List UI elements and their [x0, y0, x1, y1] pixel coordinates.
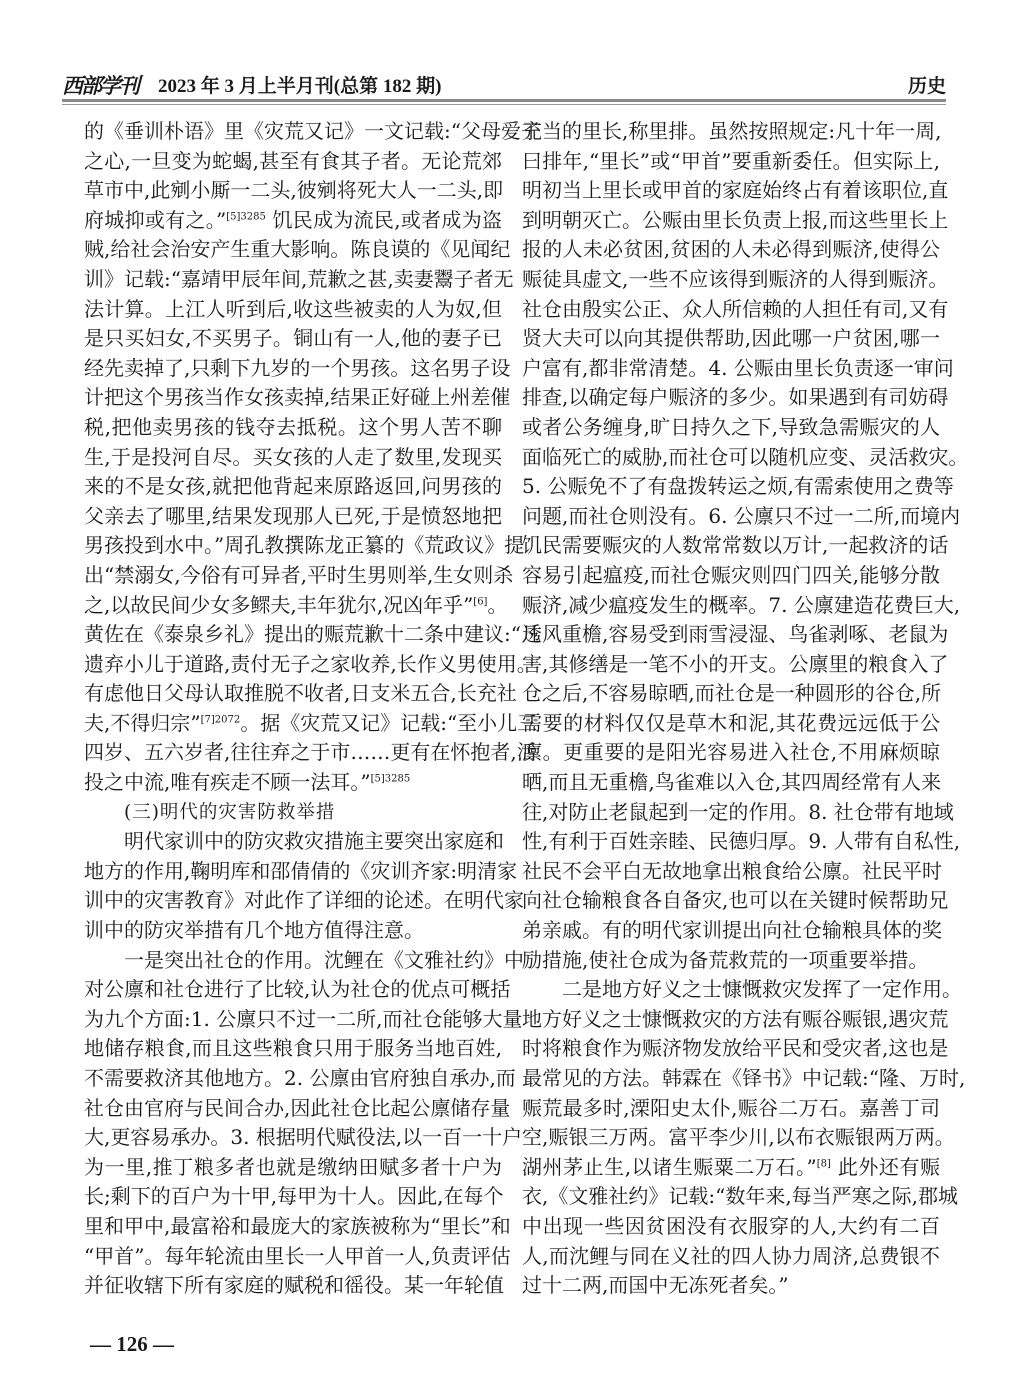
- text-segment: 父亲去了哪里,结果发现那人已死,于是愤怒地把: [84, 503, 502, 528]
- text-segment: 明代家训中的防灾救灾措施主要突出家庭和: [124, 829, 504, 854]
- text-segment: 人,而沈鲤与同在义社的四人协力周济,总费银不: [522, 1243, 940, 1268]
- text-segment: 最常见的方法。韩霖在《铎书》中记载:“隆、万时,: [522, 1066, 966, 1090]
- text-line: [84, 206, 502, 236]
- header-rule-thick: [62, 99, 946, 102]
- text-segment: 社仓由殷实公正、众人所信赖的人担任有司,又有: [522, 296, 949, 321]
- text-segment: 贼,给社会治安产生重大影响。陈良谟的《见闻纪: [84, 237, 511, 262]
- text-line: [522, 886, 949, 916]
- text-line: [522, 295, 949, 325]
- text-line: [84, 147, 502, 177]
- text-segment: 容易引起瘟疫,而社仓赈灾则四门四关,能够分散: [522, 562, 940, 587]
- text-segment: 一是突出社仓的作用。沈鲤在《文雅社约》中: [124, 947, 524, 972]
- text-segment: 此外还有赈: [830, 1154, 940, 1179]
- text-line: [522, 472, 954, 502]
- text-segment: 府城抑或有之。”: [84, 207, 227, 232]
- text-segment: 为一里,推丁粮多者也就是缴纳田赋多者十户为: [84, 1154, 502, 1179]
- text-segment: 排查,以确定每户赈济的多少。如果遇到有司妨碍: [522, 385, 949, 410]
- running-header: [62, 70, 946, 96]
- citation-reference: [6]: [473, 595, 488, 607]
- journal-logo: 西部学刊: [62, 73, 138, 98]
- text-line: [522, 1153, 940, 1183]
- text-line: [84, 413, 502, 443]
- text-segment: 黄佐在《泰泉乡礼》提出的赈荒歉十二条中建议:“凡: [84, 622, 541, 647]
- text-segment: 税,把他卖男孩的钱夺去抵税。这个男人苦不聊: [84, 414, 502, 439]
- text-line: [522, 798, 954, 828]
- text-line: [522, 1094, 940, 1124]
- text-segment: 经先卖掉了,只剩下九岁的一个男孩。这名男子设: [84, 355, 511, 380]
- text-segment: 赈荒最多时,溧阳史太仆,赈谷二万石。嘉善丁司: [522, 1095, 940, 1120]
- text-segment: 对公廪和社仓进行了比较,认为社仓的优点可概括: [84, 977, 511, 1002]
- text-segment: 之心,一旦变为蛇蝎,甚至有食其子者。无论荒郊: [84, 148, 502, 173]
- text-line: [84, 857, 518, 887]
- text-line: [84, 1094, 511, 1124]
- text-segment: 性,有利于百姓亲睦、民德归厚。9. 人带有自私性,: [522, 829, 961, 854]
- issue-info: 2023 年 3 月上半月刊(总第 182 期): [158, 76, 442, 97]
- page-number: — 126 —: [90, 1332, 174, 1356]
- text-segment: 廪。更重要的是阳光容易进入社仓,不用麻烦晾: [522, 740, 940, 765]
- text-line: [84, 295, 502, 325]
- text-line: [84, 620, 541, 650]
- text-line: [522, 738, 940, 768]
- text-line: [84, 709, 538, 739]
- citation-reference: [8]: [816, 1158, 831, 1170]
- text-line: [84, 324, 502, 354]
- text-segment: 有虑他日父母认取推脱不收者,日支米五合,长充社: [84, 681, 517, 706]
- text-segment: 出“禁溺女,今俗有可异者,平时生男则举,生女则杀: [84, 562, 514, 587]
- text-segment: (三)明代的灾害防救举措: [124, 801, 336, 823]
- text-segment: 训中的灾害教育》对此作了详细的论述。在明代家: [84, 888, 524, 913]
- text-segment: 中出现一些因贫困没有衣服穿的人,大约有二百: [522, 1213, 940, 1238]
- text-segment: 遗弃小儿于道路,责付无子之家收养,长作义男使用。: [84, 651, 537, 676]
- text-line: [522, 531, 949, 561]
- text-segment: 社仓由官府与民间合办,因此社仓比起公廪储存量: [84, 1095, 511, 1120]
- text-segment: 二是地方好义之士慷慨救灾发挥了一定作用。: [562, 977, 962, 1002]
- text-line: [522, 620, 949, 650]
- text-segment: 长;剩下的百户为十甲,每甲为十人。因此,在每个: [84, 1184, 504, 1209]
- text-segment: 之,以故民间少女多鳏夫,丰年犹尔,况凶年乎”: [84, 592, 474, 617]
- text-segment: 训中的防灾举措有几个地方值得注意。: [84, 918, 424, 943]
- text-segment: 草市中,此剜小厮一二头,彼剜将死大人一二头,即: [84, 178, 504, 203]
- text-segment: 大,更容易承办。3. 根据明代赋役法,以一百一十户: [84, 1125, 523, 1150]
- text-segment: 赈济,减少瘟疫发生的概率。7. 公廪建造花费巨大,: [522, 592, 961, 617]
- text-line: [522, 443, 969, 473]
- section-label: 历史: [907, 75, 946, 97]
- text-line: [84, 265, 514, 295]
- text-segment: 问题,而社仓则没有。6. 公廪只不过一二所,而境内: [522, 503, 961, 528]
- text-line: [522, 117, 940, 147]
- text-segment: 生,于是投河自尽。买女孩的人走了数里,发现买: [84, 444, 502, 469]
- citation-reference: [7]2072: [200, 714, 241, 726]
- text-line: [84, 1271, 502, 1301]
- text-line: [84, 117, 541, 147]
- text-line: [522, 502, 961, 532]
- text-segment: 湖州茅止生,以诸生赈粟二万石。”: [522, 1154, 817, 1179]
- text-line: [84, 1034, 502, 1064]
- header-rule-thin: [62, 104, 946, 105]
- text-segment: “甲首”。每年轮流由里长一人甲首一人,负责评估: [84, 1243, 511, 1268]
- right-text-column: [522, 117, 969, 1301]
- text-segment: 的《垂训朴语》里《灾荒又记》一文记载:“父母爱子: [84, 119, 541, 143]
- citation-reference: [5]3285: [226, 211, 266, 223]
- text-line: [522, 383, 949, 413]
- text-segment: 社民不会平白无故地拿出粮食给公廪。社民平时: [522, 858, 942, 883]
- text-line: [522, 265, 949, 295]
- text-segment: 报的人未必贫困,贫困的人未必得到赈济,使得公: [522, 237, 940, 262]
- text-line: [84, 472, 502, 502]
- text-line: [522, 206, 949, 236]
- text-segment: 时将粮食作为赈济物发放给平民和受灾者,这也是: [522, 1036, 949, 1061]
- text-line: [522, 916, 940, 946]
- text-segment: 地方的作用,鞠明库和邵倩倩的《灾训齐家:明清家: [84, 858, 518, 883]
- text-line: [84, 531, 525, 561]
- text-line: [522, 857, 940, 887]
- text-line: [84, 354, 511, 384]
- text-segment: 地方好义之士慷慨救灾的方法有赈谷赈银,遇灾荒: [522, 1006, 949, 1031]
- text-line: [522, 1005, 949, 1035]
- text-segment: 面临死亡的威胁,而社仓可以随机应变、灵活救灾。: [522, 444, 969, 469]
- text-line: [84, 561, 514, 591]
- text-segment: 往,对防止老鼠起到一定的作用。8. 社仓带有地域: [522, 799, 954, 824]
- text-line: [84, 502, 502, 532]
- text-segment: 向社仓输粮食各自备灾,也可以在关键时候帮助兄: [522, 888, 949, 913]
- text-segment: 晒,而且无重檐,鸟雀难以入仓,其四周经常有人来: [522, 770, 942, 795]
- text-segment: 为九个方面:1. 公廪只不过一二所,而社仓能够大量: [84, 1006, 523, 1031]
- text-segment: 训》记载:“嘉靖甲辰年间,荒歉之甚,卖妻鬻子者无: [84, 266, 514, 291]
- text-line: [84, 443, 502, 473]
- text-line: [84, 946, 524, 976]
- text-line: [522, 709, 940, 739]
- text-line: [522, 176, 949, 206]
- text-line: [522, 946, 940, 976]
- text-line: [522, 1034, 949, 1064]
- text-segment: 四岁、五六岁者,往往弃之于市……更有在怀抱者,活: [84, 740, 537, 765]
- text-segment: 不需要救济其他地方。2. 公廪由官府独自承办,而: [84, 1066, 516, 1090]
- text-line: [84, 916, 502, 946]
- text-segment: 。: [487, 592, 508, 617]
- text-line: [522, 1064, 966, 1094]
- text-segment: 里和甲中,最富裕和最庞大的家族被称为“里长”和: [84, 1213, 511, 1238]
- text-line: [84, 1242, 511, 1272]
- text-line: [84, 679, 517, 709]
- text-segment: 仓之后,不容易晾晒,而社仓是一种圆形的谷仓,所: [522, 681, 942, 706]
- text-segment: 并征收辖下所有家庭的赋税和徭役。某一年轮值: [84, 1273, 504, 1298]
- text-line: [84, 1212, 511, 1242]
- text-line: [84, 235, 511, 265]
- text-line: [84, 650, 537, 680]
- text-line: [84, 1153, 502, 1183]
- text-segment: 害,其修缮是一笔不小的开支。公廪里的粮食入了: [522, 651, 949, 676]
- text-segment: 衣,《文雅社约》记载:“数年来,每当严寒之际,郡城: [522, 1184, 959, 1209]
- text-segment: 地储存粮食,而且这些粮食只用于服务当地百姓,: [84, 1036, 502, 1061]
- text-segment: 空,赈银三万两。富平李少川,以布衣赈银两万两。: [522, 1125, 955, 1150]
- text-segment: 曰排年,“里长”或“甲首”要重新委任。但实际上,: [522, 148, 940, 173]
- text-line: [522, 413, 940, 443]
- text-segment: 明初当上里长或甲首的家庭始终占有着该职位,直: [522, 178, 949, 203]
- text-line: [522, 561, 940, 591]
- text-segment: 透风重檐,容易受到雨雪浸湿、鸟雀剥啄、老鼠为: [522, 622, 949, 647]
- text-segment: 来的不是女孩,就把他背起来原路返回,问男孩的: [84, 474, 502, 499]
- text-segment: 到明朝灭亡。公赈由里长负责上报,而这些里长上: [522, 207, 949, 232]
- text-line: [84, 1182, 502, 1212]
- text-line: [522, 1212, 940, 1242]
- citation-reference: [5]3285: [370, 773, 411, 785]
- text-line: [522, 679, 940, 709]
- text-segment: 法计算。上江人听到后,收这些被卖的人为奴,但: [84, 296, 502, 321]
- text-line: [84, 738, 537, 768]
- text-line: [522, 975, 962, 1005]
- text-line: [84, 1064, 516, 1094]
- text-line: [522, 1123, 955, 1153]
- text-segment: 励措施,使社仓成为备荒救荒的一项重要举措。: [522, 947, 929, 972]
- text-line: [84, 768, 502, 798]
- text-segment: 贤大夫可以向其提供帮助,因此哪一户贫困,哪一: [522, 326, 940, 351]
- text-line: [84, 975, 511, 1005]
- text-line: [522, 591, 961, 621]
- text-segment: 饥民需要赈灾的人数常常数以万计,一起救济的话: [522, 533, 949, 558]
- text-line: [84, 383, 511, 413]
- text-line: [522, 235, 940, 265]
- text-segment: 需要的材料仅仅是草木和泥,其花费远远低于公: [522, 710, 940, 735]
- text-line: [84, 827, 502, 857]
- text-line: [522, 324, 940, 354]
- text-segment: 饥民成为流民,或者成为盗: [265, 207, 502, 232]
- text-segment: 赈徒具虚文,一些不应该得到赈济的人得到赈济。: [522, 266, 949, 291]
- text-line: [522, 1242, 940, 1272]
- text-segment: 男孩投到水中。”周孔教撰陈龙正纂的《荒政议》提: [84, 533, 525, 558]
- text-segment: 充当的里长,称里排。虽然按照规定:凡十年一周,: [522, 119, 942, 143]
- text-line: [84, 886, 524, 916]
- text-segment: 。据《灾荒又记》记载:“至小儿三: [240, 710, 538, 735]
- text-line: [522, 354, 954, 384]
- text-line: [84, 591, 508, 621]
- text-line: [522, 827, 961, 857]
- text-segment: 夫,不得归宗”: [84, 710, 201, 735]
- text-line: [84, 1005, 523, 1035]
- text-line: [522, 1271, 940, 1301]
- text-line: [522, 650, 949, 680]
- left-text-column: [84, 117, 541, 1301]
- section-heading: [84, 798, 502, 828]
- text-segment: 弟亲戚。有的明代家训提出向社仓输粮具体的奖: [522, 918, 942, 943]
- text-segment: 计把这个男孩当作女孩卖掉,结果正好碰上州差催: [84, 385, 511, 410]
- text-segment: 户富有,都非常清楚。4. 公赈由里长负责逐一审问: [522, 355, 954, 380]
- text-segment: 投之中流,唯有疾走不顾一法耳。”: [84, 770, 371, 795]
- text-line: [522, 147, 940, 177]
- text-segment: 过十二两,而国中无冻死者矣。”: [522, 1273, 789, 1298]
- text-line: [84, 176, 502, 206]
- text-line: [522, 1182, 959, 1212]
- text-segment: 5. 公赈免不了有盘拨转运之烦,有需索使用之费等: [522, 474, 954, 499]
- text-line: [522, 768, 940, 798]
- text-segment: 是只买妇女,不买男子。铜山有一人,他的妻子已: [84, 326, 502, 351]
- text-line: [84, 1123, 523, 1153]
- text-segment: 或者公务缠身,旷日持久之下,导致急需赈灾的人: [522, 414, 940, 439]
